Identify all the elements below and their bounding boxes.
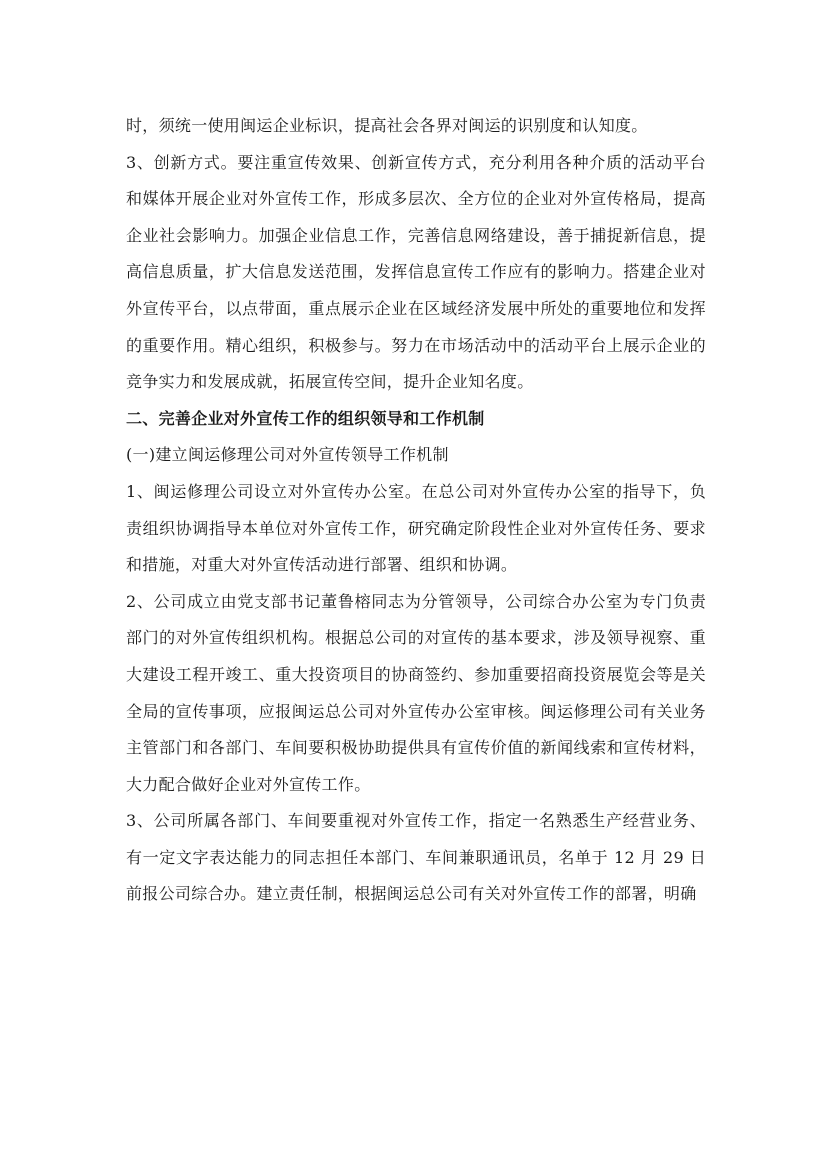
paragraph-innovation-method: 3、创新方式。要注重宣传效果、创新宣传方式，充分利用各种介质的活动平台和媒体开展企业对外宣传工作，形成多层次、全方位的企业对外宣传格局，提高企业社会影响力。加强企业信息工作，完善信息网络建设，善于捕捉新信息，提高信息质量，扩大信息发送范围，发挥信息宣传工作应有的影响力。搭建企业对外宣传平台，以点带面，重点展示企业在区域经济发展中所处的重要地位和发挥的重要作用。精心组织，积极参与。努力在市场活动中的活动平台上展示企业的竞争实力和发展成就，拓展宣传空间，提升企业知名度。 [126,152,706,392]
document-body [126,108,706,913]
paragraph-item-1: 1、闽运修理公司设立对外宣传办公室。在总公司对外宣传办公室的指导下，负责组织协调指导本单位对外宣传工作，研究确定阶段性企业对外宣传任务、要求和措施，对重大对外宣传活动进行部署、组织和协调。 [126,481,706,575]
paragraph-item-2: 2、公司成立由党支部书记董鲁榕同志为分管领导，公司综合办公室为专门负责部门的对外宣传组织机构。根据总公司的对宣传的基本要求，涉及领导视察、重大建设工程开竣工、重大投资项目的协商签约、参加重要招商投资展览会等是关全局的宣传事项，应报闽运总公司对外宣传办公室审核。闽运修理公司有关业务主管部门和各部门、车间要积极协助提供具有宣传价值的新闻线索和宣传材料，大力配合做好企业对外宣传工作。 [126,591,706,794]
subsection-heading: (一)建立闽运修理公司对外宣传领导工作机制 [126,445,449,465]
section-heading: 二、完善企业对外宣传工作的组织领导和工作机制 [126,408,485,428]
paragraph-item-3: 3、公司所属各部门、车间要重视对外宣传工作，指定一名熟悉生产经营业务、有一定文字表达能力的同志担任本部门、车间兼职通讯员，名单于 12 月 29 日前报公司综合办。建立责任制，根据闽运总公司有关对外宣传工作的部署，明确 [126,811,706,904]
paragraph-continuation: 时，须统一使用闽运企业标识，提高社会各界对闽运的识别度和认知度。 [126,116,648,135]
